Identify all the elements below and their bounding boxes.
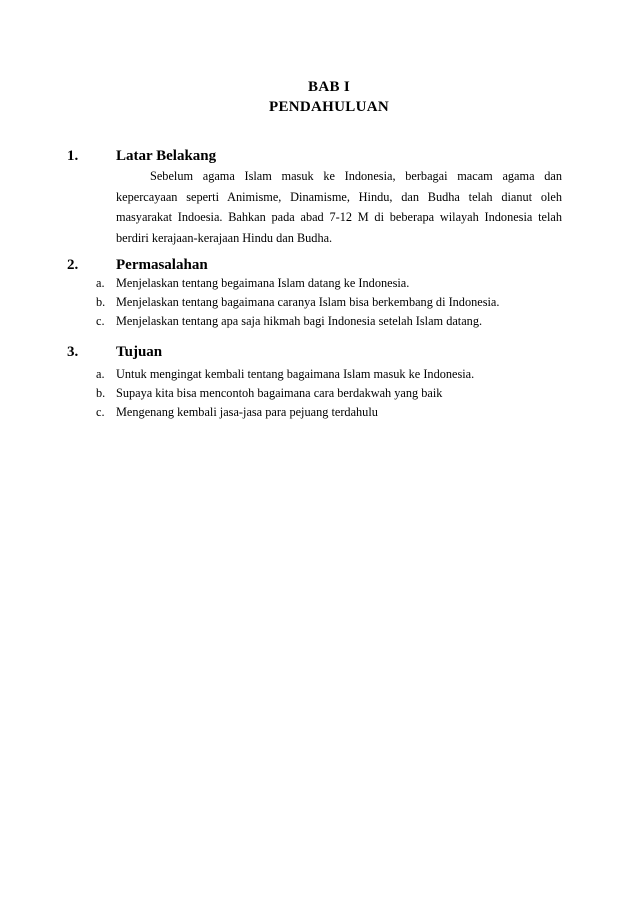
chapter-heading: BAB I	[308, 79, 350, 95]
list-item-text: Supaya kita bisa mencontoh bagaimana cara berdakwah yang baik	[116, 386, 443, 400]
tujuan-list	[96, 365, 474, 422]
list-marker: b.	[96, 295, 106, 309]
list-marker: a.	[96, 276, 105, 290]
permasalahan-list	[96, 274, 499, 331]
list-item	[96, 365, 474, 384]
list-item-text: Untuk mengingat kembali tentang bagaimana Islam masuk ke Indonesia.	[116, 367, 475, 381]
list-marker: b.	[96, 386, 106, 400]
list-item	[96, 274, 499, 293]
list-item	[96, 403, 474, 422]
list-item	[96, 384, 474, 403]
list-marker: c.	[96, 405, 105, 419]
section-title-latar-belakang: Latar Belakang	[116, 148, 217, 164]
section-paragraph-latar-belakang: Sebelum agama Islam masuk ke Indonesia, berbagai macam agama dan kepercayaan seperti Animisme, Dinamisme, Hindu, dan Budha telah dianut oleh masyarakat Indoesia. Bahkan pada abad 7-12 M di beberapa wilayah Indonesia telah berdiri kerajaan-kerajaan Hindu dan Budha.	[116, 169, 562, 245]
section-number-3: 3.	[67, 344, 79, 360]
list-item-text: Menjelaskan tentang begaimana Islam datang ke Indonesia.	[116, 276, 410, 290]
section-number-1: 1.	[67, 148, 79, 164]
section-title-tujuan: Tujuan	[116, 344, 163, 360]
list-item-text: Mengenang kembali jasa-jasa para pejuang terdahulu	[116, 405, 378, 419]
list-item	[96, 312, 499, 331]
list-item-text: Menjelaskan tentang bagaimana caranya Islam bisa berkembang di Indonesia.	[116, 295, 500, 309]
chapter-title: PENDAHULUAN	[269, 99, 389, 115]
section-title-permasalahan: Permasalahan	[116, 257, 208, 273]
list-marker: a.	[96, 367, 105, 381]
list-marker: c.	[96, 314, 105, 328]
list-item	[96, 293, 499, 312]
list-item-text: Menjelaskan tentang apa saja hikmah bagi Indonesia setelah Islam datang.	[116, 314, 483, 328]
section-number-2: 2.	[67, 257, 79, 273]
